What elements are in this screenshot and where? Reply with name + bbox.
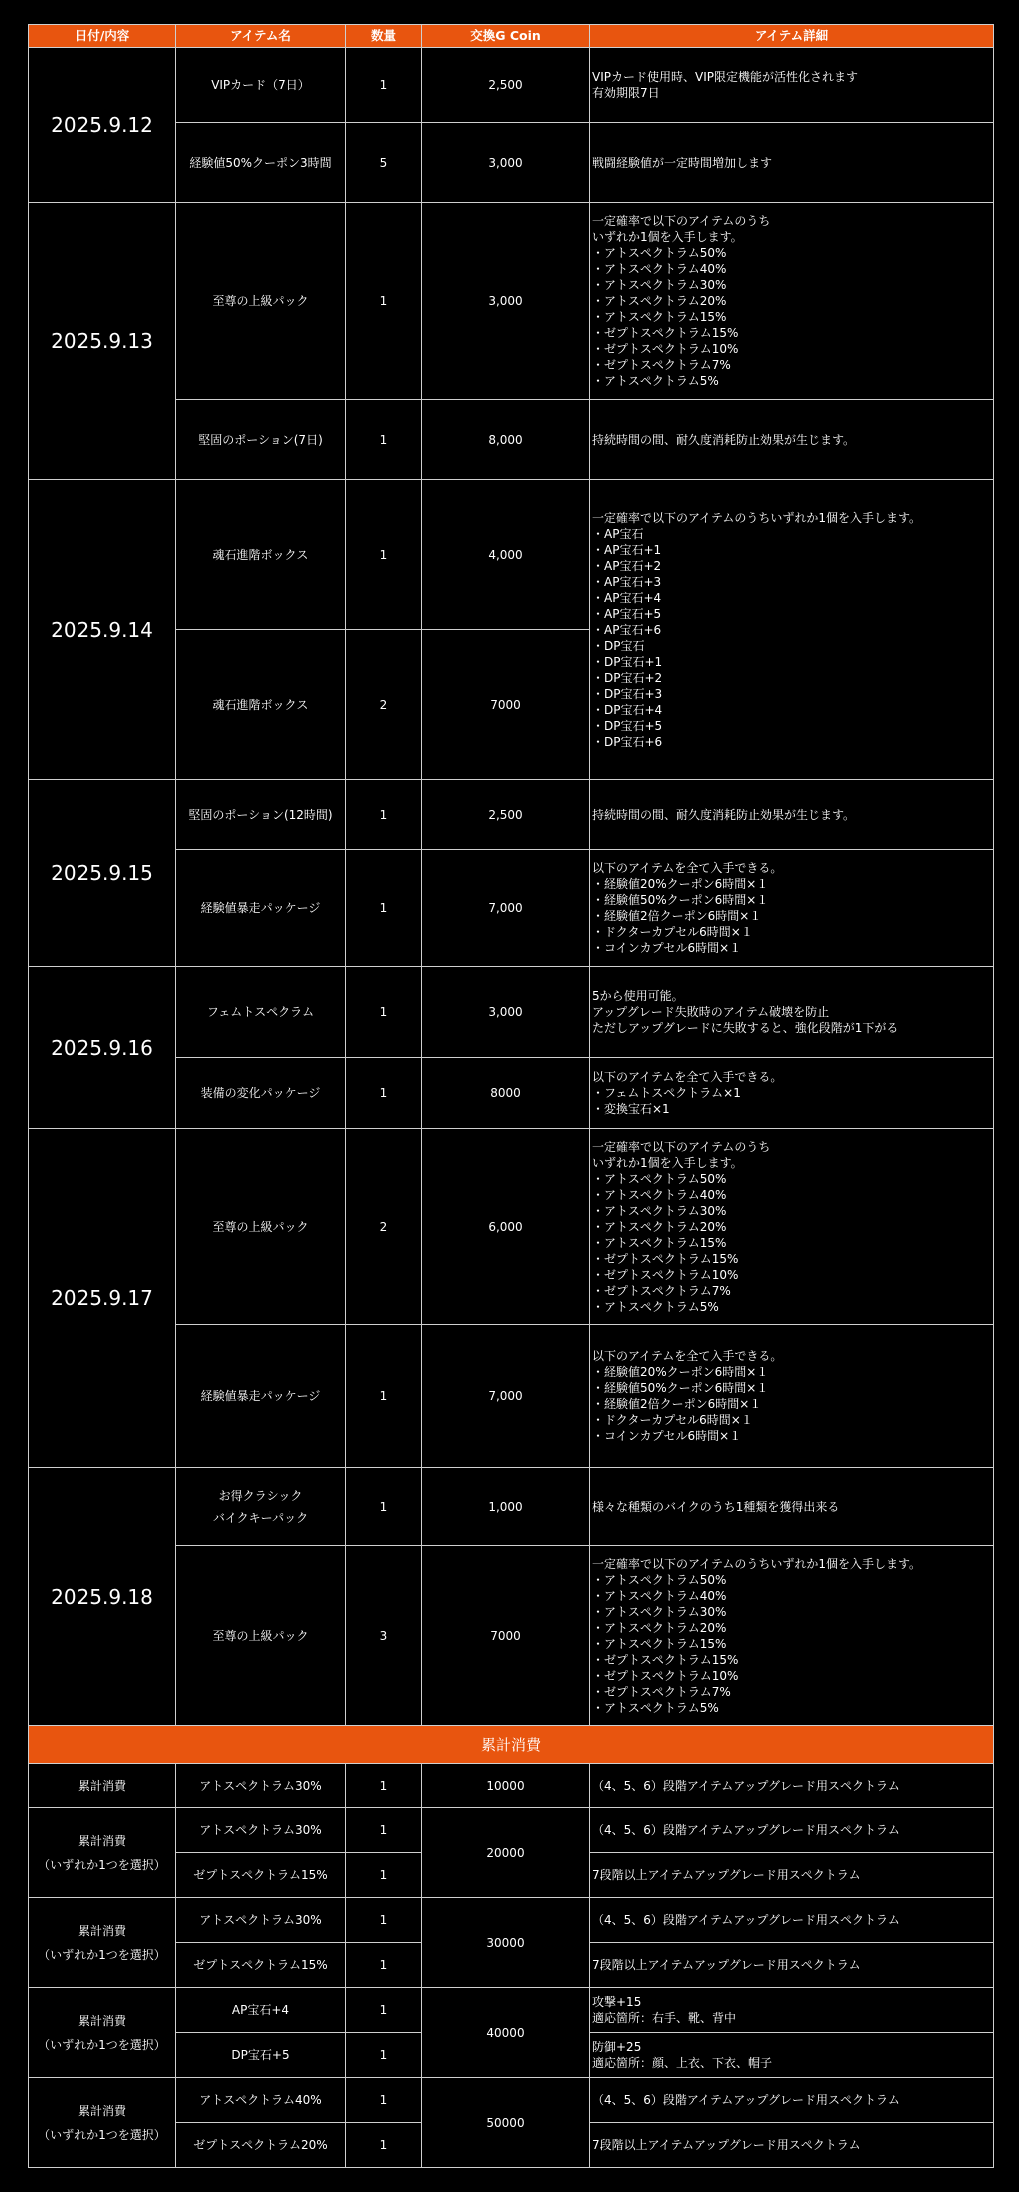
item-coin: 8000	[422, 1058, 590, 1129]
item-detail: 防御+25 適応箇所：顔、上衣、下衣、帽子	[590, 2033, 994, 2078]
item-detail: 以下のアイテムを全て入手できる。 ・フェムトスペクトラム×1 ・変換宝石×1	[590, 1058, 994, 1129]
item-coin: 40000	[422, 1988, 590, 2078]
item-name: 経験値暴走パッケージ	[176, 850, 346, 967]
item-name: お得クラシック バイクキーパック	[176, 1468, 346, 1546]
table-row	[29, 2078, 994, 2123]
item-qty: 2	[346, 630, 422, 780]
date-cell: 2025.9.17	[29, 1129, 176, 1468]
item-qty: 2	[346, 1129, 422, 1325]
item-name: アトスペクトラム30%	[176, 1808, 346, 1853]
item-detail: 持続時間の間、耐久度消耗防止効果が生じます。	[590, 780, 994, 850]
item-qty: 1	[346, 1808, 422, 1853]
gcoin-exchange-table	[28, 24, 994, 2168]
item-qty: 1	[346, 850, 422, 967]
item-name: VIPカード（7日）	[176, 48, 346, 123]
item-coin: 7000	[422, 1546, 590, 1726]
item-qty: 1	[346, 1764, 422, 1808]
cumulative-label: 累計消費 （いずれか1つを選択）	[29, 1898, 176, 1988]
item-detail: 持続時間の間、耐久度消耗防止効果が生じます。	[590, 400, 994, 480]
item-coin: 2,500	[422, 48, 590, 123]
item-qty: 1	[346, 480, 422, 630]
item-qty: 1	[346, 1058, 422, 1129]
cumulative-label: 累計消費 （いずれか1つを選択）	[29, 2078, 176, 2168]
header-row	[29, 25, 994, 48]
header-quantity: 数量	[346, 25, 422, 48]
date-cell: 2025.9.13	[29, 203, 176, 480]
item-detail: 戦闘経験値が一定時間増加します	[590, 123, 994, 203]
item-name: 魂石進階ボックス	[176, 480, 346, 630]
date-cell: 2025.9.18	[29, 1468, 176, 1726]
header-detail: アイテム詳細	[590, 25, 994, 48]
item-qty: 1	[346, 1853, 422, 1898]
item-detail: 7段階以上アイテムアップグレード用スペクトラム	[590, 1943, 994, 1988]
item-name: ゼプトスペクトラム15%	[176, 1943, 346, 1988]
item-coin: 3,000	[422, 123, 590, 203]
item-name: アトスペクトラム30%	[176, 1898, 346, 1943]
item-coin: 7,000	[422, 850, 590, 967]
item-name: アトスペクトラム30%	[176, 1764, 346, 1808]
item-qty: 1	[346, 203, 422, 400]
item-detail: 7段階以上アイテムアップグレード用スペクトラム	[590, 1853, 994, 1898]
item-qty: 3	[346, 1546, 422, 1726]
item-coin: 3,000	[422, 967, 590, 1058]
item-detail: （4、5、6）段階アイテムアップグレード用スペクトラム	[590, 1808, 994, 1853]
date-cell: 2025.9.12	[29, 48, 176, 203]
item-name: 堅固のポーション(12時間)	[176, 780, 346, 850]
item-name: 経験値暴走パッケージ	[176, 1325, 346, 1468]
header-date: 日付/内容	[29, 25, 176, 48]
cumulative-label: 累計消費 （いずれか1つを選択）	[29, 1808, 176, 1898]
item-name: フェムトスペクラム	[176, 967, 346, 1058]
date-cell: 2025.9.15	[29, 780, 176, 967]
item-qty: 1	[346, 1898, 422, 1943]
item-detail: 攻撃+15 適応箇所：右手、靴、背中	[590, 1988, 994, 2033]
item-name: 至尊の上級パック	[176, 1129, 346, 1325]
item-qty: 1	[346, 1468, 422, 1546]
item-name: 至尊の上級パック	[176, 1546, 346, 1726]
item-qty: 1	[346, 1325, 422, 1468]
date-cell: 2025.9.14	[29, 480, 176, 780]
item-detail: （4、5、6）段階アイテムアップグレード用スペクトラム	[590, 2078, 994, 2123]
item-detail: VIPカード使用時、VIP限定機能が活性化されます 有効期限7日	[590, 48, 994, 123]
item-detail: 一定確率で以下のアイテムのうちいずれか1個を入手します。 ・アトスペクトラム50% ・アトスペクトラム40% ・アトスペクトラム30% ・アトスペクトラム20% ・アトスペクトラム15% ・ゼプトスペクトラム15% ・ゼプトスペクトラム10% ・ゼプトスペクトラム7% ・アトスペクトラム5%	[590, 1546, 994, 1726]
item-detail: 一定確率で以下のアイテムのうち いずれか1個を入手します。 ・アトスペクトラム50% ・アトスペクトラム40% ・アトスペクトラム30% ・アトスペクトラム20% ・アトスペクトラム15% ・ゼプトスペクトラム15% ・ゼプトスペクトラム10% ・ゼプトスペクトラム7% ・アトスペクトラム5%	[590, 1129, 994, 1325]
item-name: 魂石進階ボックス	[176, 630, 346, 780]
item-detail: 7段階以上アイテムアップグレード用スペクトラム	[590, 2123, 994, 2168]
cumulative-banner-row	[29, 1726, 994, 1764]
item-coin: 7,000	[422, 1325, 590, 1468]
item-coin: 50000	[422, 2078, 590, 2168]
item-qty: 1	[346, 2033, 422, 2078]
item-qty: 1	[346, 48, 422, 123]
item-detail: 以下のアイテムを全て入手できる。 ・経験値20%クーポン6時間×１ ・経験値50%クーポン6時間×１ ・経験値2倍クーポン6時間×１ ・ドクターカプセル6時間×１ ・コインカプセル6時間×１	[590, 850, 994, 967]
item-name: 装備の変化パッケージ	[176, 1058, 346, 1129]
cumulative-label: 累計消費 （いずれか1つを選択）	[29, 1988, 176, 2078]
item-coin: 2,500	[422, 780, 590, 850]
item-qty: 1	[346, 780, 422, 850]
table-row	[29, 1468, 994, 1546]
date-cell: 2025.9.16	[29, 967, 176, 1129]
item-coin: 10000	[422, 1764, 590, 1808]
item-coin: 6,000	[422, 1129, 590, 1325]
item-qty: 5	[346, 123, 422, 203]
item-name: ゼプトスペクトラム15%	[176, 1853, 346, 1898]
item-name: DP宝石+5	[176, 2033, 346, 2078]
item-qty: 1	[346, 1943, 422, 1988]
item-name: AP宝石+4	[176, 1988, 346, 2033]
item-coin: 8,000	[422, 400, 590, 480]
item-coin: 3,000	[422, 203, 590, 400]
item-qty: 1	[346, 2078, 422, 2123]
item-name: 至尊の上級パック	[176, 203, 346, 400]
table-row	[29, 1764, 994, 1808]
item-qty: 1	[346, 1988, 422, 2033]
table-row	[29, 1988, 994, 2033]
item-coin: 4,000	[422, 480, 590, 630]
item-detail: （4、5、6）段階アイテムアップグレード用スペクトラム	[590, 1764, 994, 1808]
item-detail: 様々な種類のバイクのうち1種類を獲得出来る	[590, 1468, 994, 1546]
table-row	[29, 203, 994, 400]
item-name: ゼプトスペクトラム20%	[176, 2123, 346, 2168]
item-coin: 1,000	[422, 1468, 590, 1546]
table-row	[29, 780, 994, 850]
item-name: 堅固のポーション(7日)	[176, 400, 346, 480]
cumulative-label: 累計消費	[29, 1764, 176, 1808]
item-qty: 1	[346, 2123, 422, 2168]
item-detail: （4、5、6）段階アイテムアップグレード用スペクトラム	[590, 1898, 994, 1943]
table-row	[29, 1129, 994, 1325]
table-row	[29, 1808, 994, 1853]
item-qty: 1	[346, 400, 422, 480]
item-detail: 一定確率で以下のアイテムのうちいずれか1個を入手します。 ・AP宝石 ・AP宝石+1 ・AP宝石+2 ・AP宝石+3 ・AP宝石+4 ・AP宝石+5 ・AP宝石+6 ・DP宝石 ・DP宝石+1 ・DP宝石+2 ・DP宝石+3 ・DP宝石+4 ・DP宝石+5 ・DP宝石+6	[590, 480, 994, 780]
item-coin: 7000	[422, 630, 590, 780]
item-coin: 30000	[422, 1898, 590, 1988]
table-row	[29, 967, 994, 1058]
item-name: 経験値50%クーポン3時間	[176, 123, 346, 203]
table-row	[29, 1898, 994, 1943]
item-detail: 以下のアイテムを全て入手できる。 ・経験値20%クーポン6時間×１ ・経験値50%クーポン6時間×１ ・経験値2倍クーポン6時間×１ ・ドクターカプセル6時間×１ ・コインカプセル6時間×１	[590, 1325, 994, 1468]
cumulative-banner: 累計消費	[29, 1726, 994, 1764]
table-row	[29, 48, 994, 123]
item-coin: 20000	[422, 1808, 590, 1898]
item-detail: 5から使用可能。 アップグレード失敗時のアイテム破壊を防止 ただしアップグレードに失敗すると、強化段階が1下がる	[590, 967, 994, 1058]
table-row	[29, 480, 994, 630]
header-item-name: アイテム名	[176, 25, 346, 48]
item-qty: 1	[346, 967, 422, 1058]
header-coin: 交換G Coin	[422, 25, 590, 48]
item-name: アトスペクトラム40%	[176, 2078, 346, 2123]
item-detail: 一定確率で以下のアイテムのうち いずれか1個を入手します。 ・アトスペクトラム50% ・アトスペクトラム40% ・アトスペクトラム30% ・アトスペクトラム20% ・アトスペクトラム15% ・ゼプトスペクトラム15% ・ゼプトスペクトラム10% ・ゼプトスペクトラム7% ・アトスペクトラム5%	[590, 203, 994, 400]
